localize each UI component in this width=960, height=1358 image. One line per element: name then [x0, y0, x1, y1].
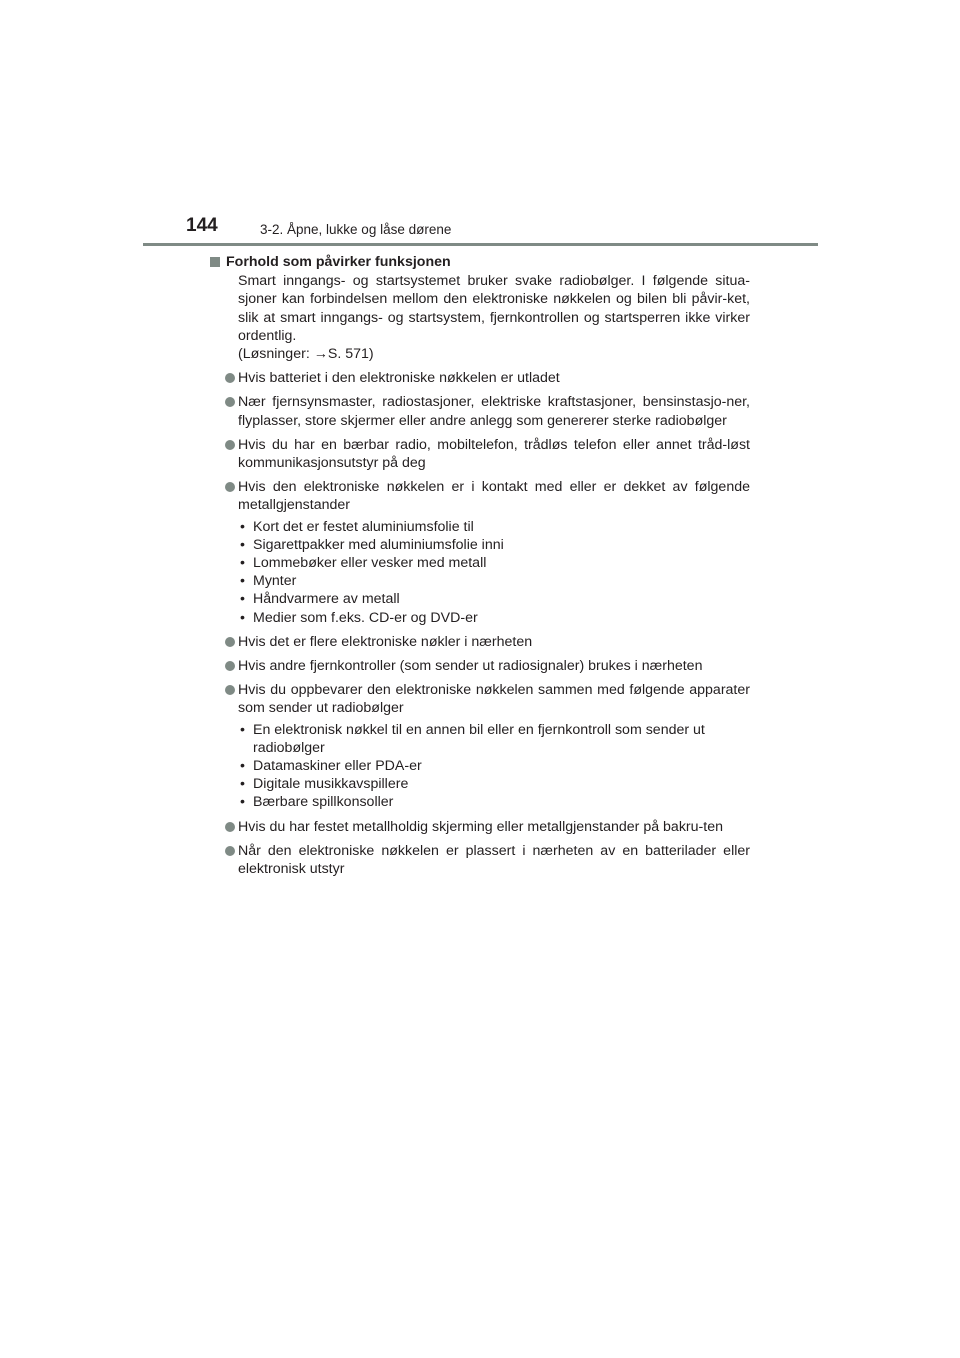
sub-list-item: • En elektronisk nøkkel til en annen bil eller en fjernkontroll som sender ut radiobølger [238, 721, 750, 757]
list-item-text: Hvis andre fjernkontroller (som sender ut radiosignaler) brukes i nærheten [238, 658, 703, 675]
sub-list-item: • Lommebøker eller vesker med metall [238, 554, 750, 572]
page-number: 144 [186, 215, 218, 236]
sub-list-item: • Digitale musikkavspillere [238, 775, 750, 793]
list-item-text: Når den elektroniske nøkkelen er plassert i nærheten av en batterilader eller elektronisk utstyr [238, 842, 750, 878]
list-item [210, 393, 750, 429]
list-item-text: Hvis du har en bærbar radio, mobiltelefon, trådløs telefon eller annet tråd-løst kommunikasjonsutstyr på deg [238, 436, 750, 472]
circle-bullet-icon [225, 440, 235, 450]
list-item-text: Nær fjernsynsmaster, radiostasjoner, elektriske kraftstasjoner, bensinstasjo-ner, flyplasser, store skjermer eller andre anlegg som genererer sterke radiobølger [238, 394, 750, 429]
sub-list-item: • Sigarettpakker med aluminiumsfolie inni [238, 536, 750, 554]
list-item [210, 657, 750, 675]
condition-list [210, 369, 750, 878]
solutions-reference: (Løsninger: →S. 571) [238, 346, 374, 363]
intro-text: Smart inngangs- og startsystemet bruker svake radiobølger. I følgende situa-sjoner kan forbindelsen mellom den elektroniske nøkkelen og bilen bli påvir-ket, slik at smart inngangs- og startsystem, fjernkontrollen og startsperren ikke virker ordentlig. [238, 273, 750, 344]
list-item-text: Hvis det er flere elektroniske nøkler i nærheten [238, 633, 533, 650]
page-content [210, 253, 750, 878]
circle-bullet-icon [225, 482, 235, 492]
circle-bullet-icon [225, 397, 235, 407]
sub-list-item: • Kort det er festet aluminiumsfolie til [238, 518, 750, 536]
list-item [210, 842, 750, 878]
sub-list-item: • Datamaskiner eller PDA-er [238, 757, 750, 775]
list-item-text: Hvis du har festet metallholdig skjerming eller metallgjenstander på bakru-ten [238, 818, 723, 835]
section-heading [210, 253, 750, 271]
circle-bullet-icon [225, 822, 235, 832]
list-item [210, 818, 750, 836]
intro-paragraph [210, 272, 750, 363]
section-heading-text: Forhold som påvirker funksjonen [226, 254, 451, 270]
list-item-text: Hvis den elektroniske nøkkelen er i kontakt med eller er dekket av følgende metallgjenstander [238, 479, 750, 514]
list-item [210, 633, 750, 651]
circle-bullet-icon [225, 373, 235, 383]
sub-list-item: • Mynter [238, 572, 750, 590]
metal-objects-list [238, 518, 750, 627]
section-title: 3-2. Åpne, lukke og låse dørene [260, 222, 452, 237]
sub-list-item: • Bærbare spillkonsoller [238, 793, 750, 811]
circle-bullet-icon [225, 661, 235, 671]
square-bullet-icon [210, 257, 220, 267]
list-item-text: Hvis du oppbevarer den elektroniske nøkkelen sammen med følgende apparater som sender ut radiobølger [238, 682, 750, 717]
circle-bullet-icon [225, 685, 235, 695]
radio-devices-list [238, 721, 750, 812]
list-item [210, 436, 750, 472]
header-divider [143, 243, 818, 246]
list-item [210, 478, 750, 627]
sub-list-item: • Håndvarmere av metall [238, 590, 750, 608]
circle-bullet-icon [225, 846, 235, 856]
circle-bullet-icon [225, 637, 235, 647]
list-item [210, 369, 750, 387]
page-header [0, 0, 960, 250]
sub-list-item: • Medier som f.eks. CD-er og DVD-er [238, 609, 750, 627]
list-item-text: Hvis batteriet i den elektroniske nøkkelen er utladet [238, 370, 560, 387]
list-item [210, 681, 750, 811]
